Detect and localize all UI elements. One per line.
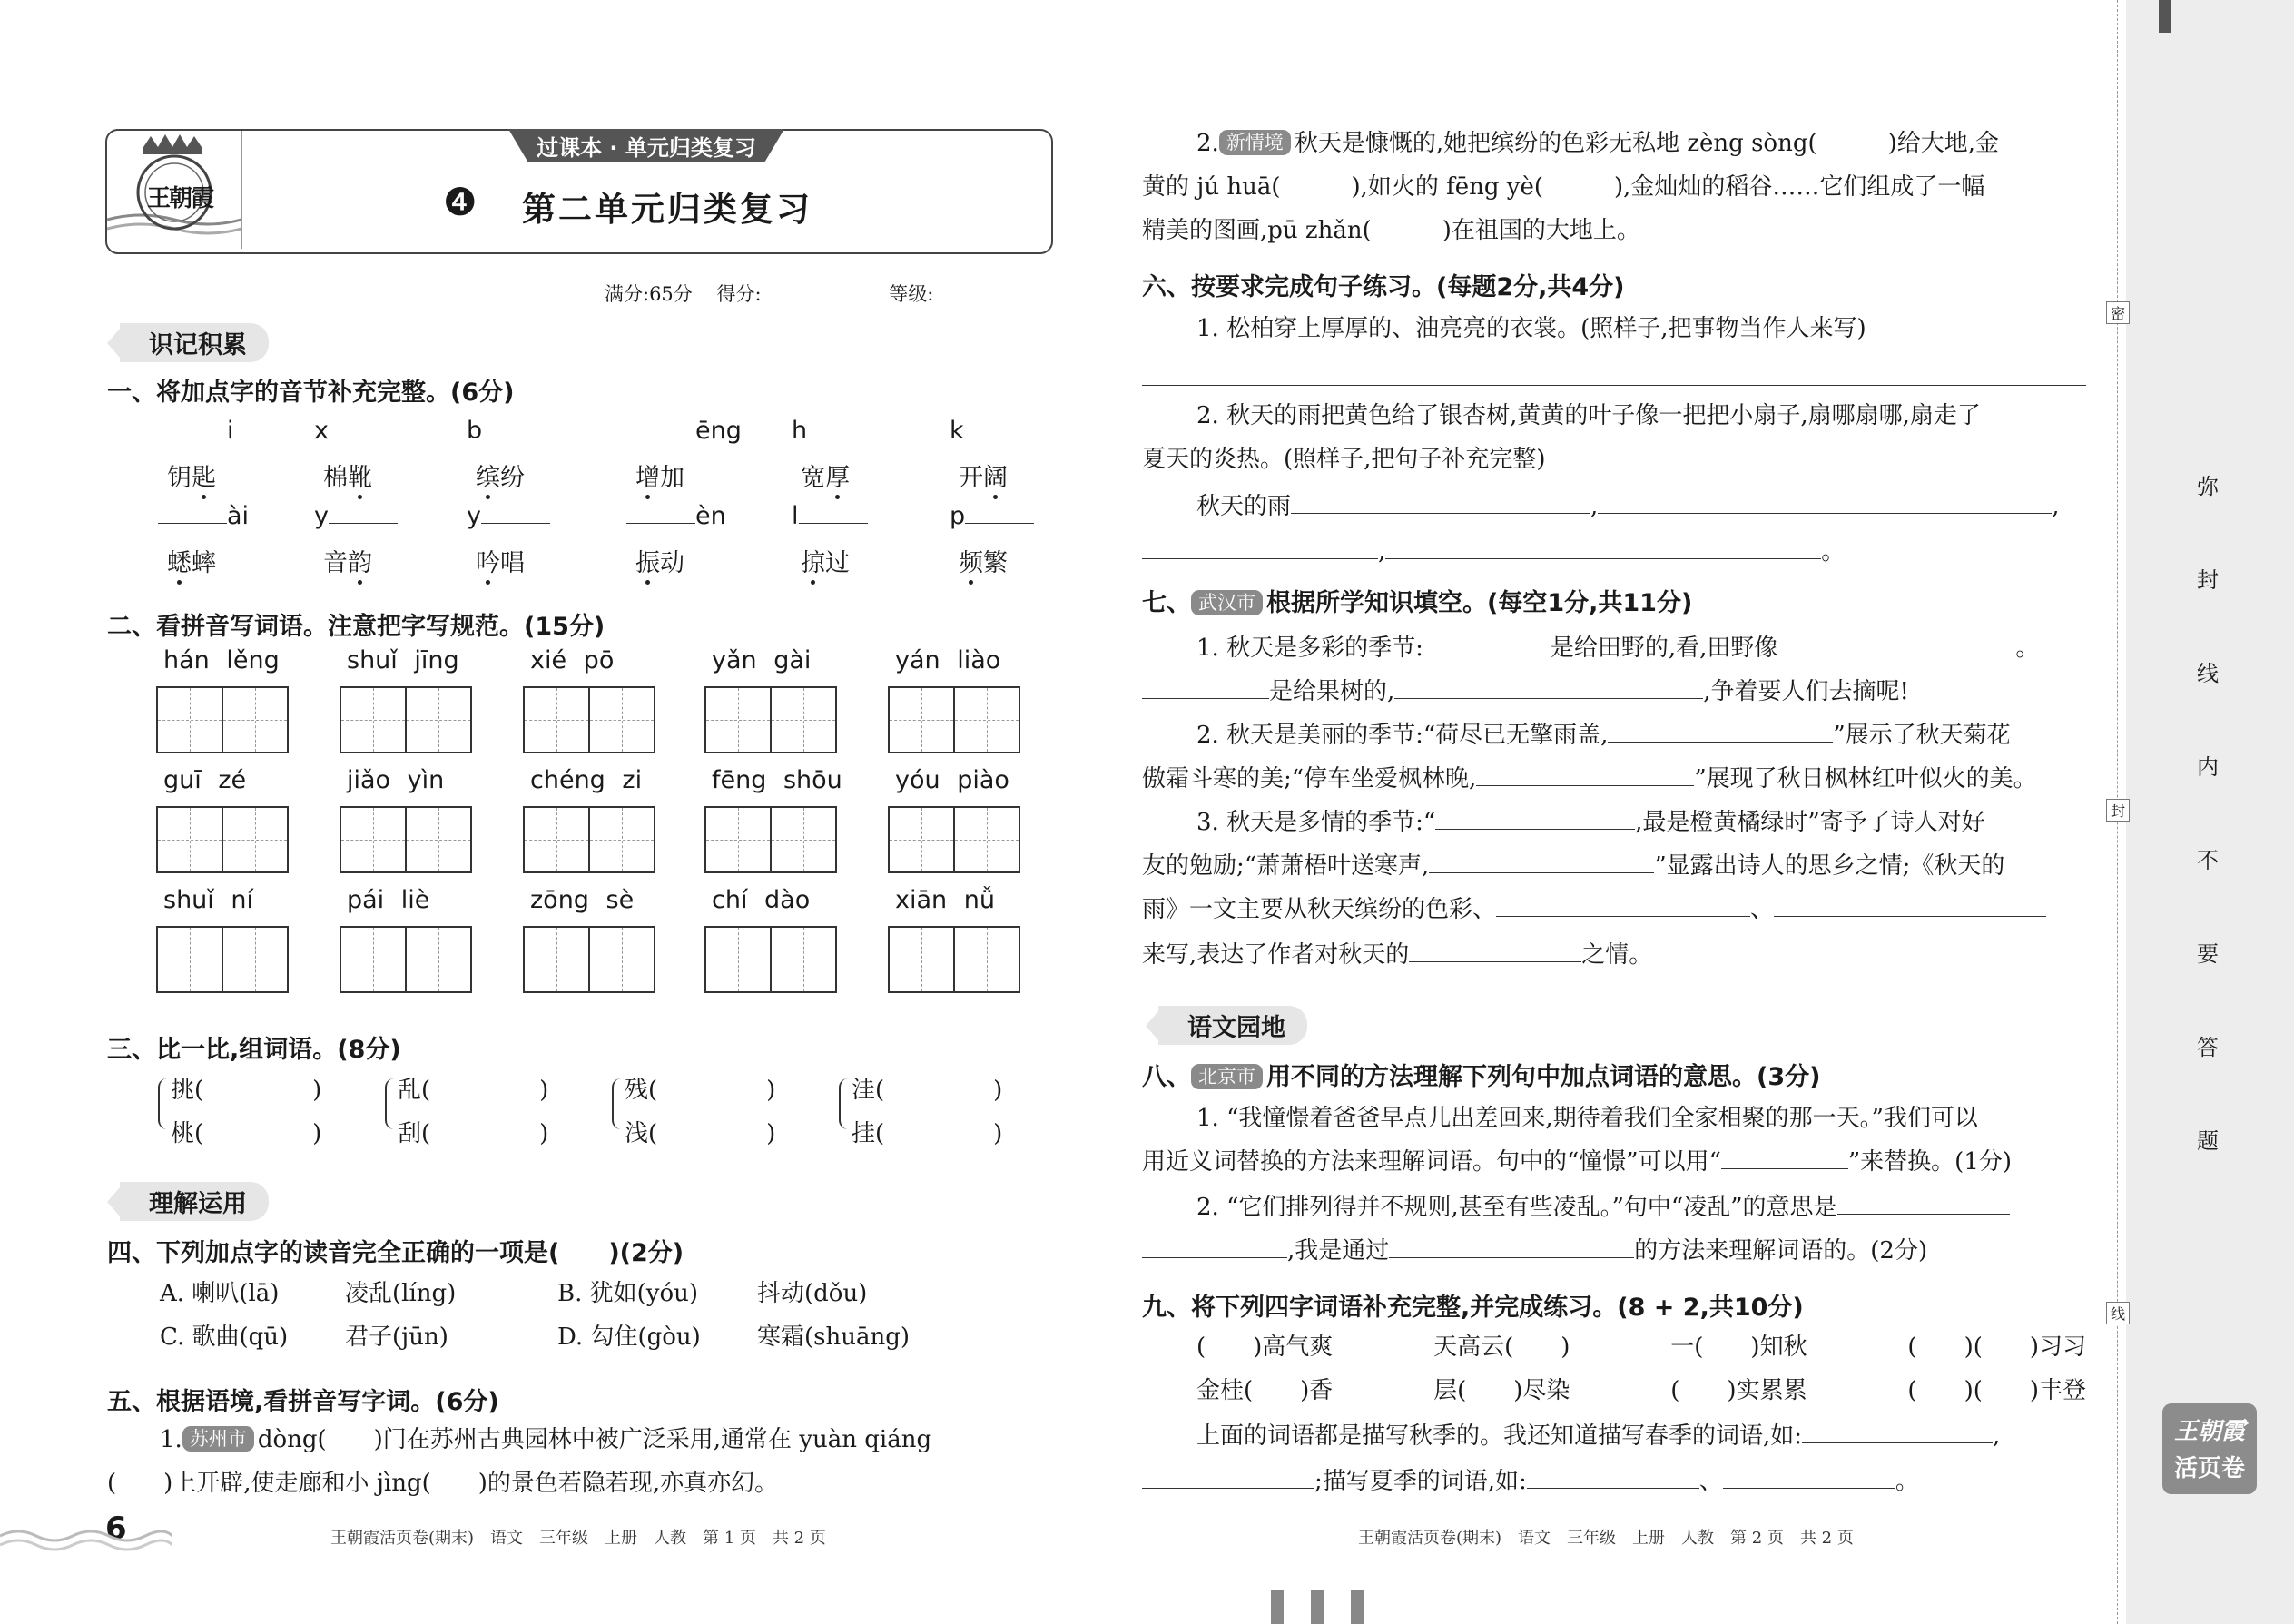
q2-grid-cell[interactable] [523, 806, 590, 873]
q2-grid-cell[interactable] [222, 926, 289, 993]
q2-pinyin: chí dào [712, 886, 811, 914]
q2-grid-cell[interactable] [770, 806, 837, 873]
q1-dotted-char: 蟋 [167, 549, 192, 577]
q3-item: 刮( ) [398, 1120, 549, 1147]
q1-dotted-char: 吟 [476, 549, 500, 577]
q7-line7 [1142, 891, 2046, 928]
q1-word: 振动 [635, 549, 684, 577]
q8-title-text: 用不同的方法理解下列句中加点词语的意思。(3分) [1266, 1063, 1821, 1091]
q5-p2-text1: 秋天是慷慨的,她把缤纷的色彩无私地 zèng sòng( )给大地,金 [1294, 130, 2000, 157]
q1-blank[interactable] [965, 501, 1034, 524]
q2-pinyin: xié pō [530, 646, 615, 674]
q5-p2-line1 [1196, 125, 1999, 162]
q8-line3 [1196, 1189, 2010, 1225]
q7-blank-9[interactable] [1496, 892, 1750, 917]
q1-dotted-char: 振 [635, 549, 660, 577]
q7-blank-7[interactable] [1435, 805, 1635, 830]
q5-p1-line1 [160, 1422, 931, 1458]
q1-pinyin-item [158, 416, 234, 445]
q7-line1 [1196, 630, 2039, 666]
q9-idiom: ( )( )习习 [1907, 1334, 2086, 1361]
q1-blank[interactable] [626, 416, 695, 438]
q2-writing-grid[interactable] [341, 686, 472, 753]
q9-l4b: 、 [1698, 1468, 1723, 1495]
q1-word: 开阔 [959, 464, 1008, 492]
q1-final: ài [227, 502, 250, 530]
q1-blank[interactable] [799, 501, 868, 524]
q6-title: 六、按要求完成句子练习。(每题2分,共4分) [1142, 273, 1625, 301]
q1-dotted-char: 韵 [348, 549, 372, 577]
q7-l4a: 傲霜斗寒的美;“停车坐爱枫林晚, [1142, 765, 1477, 792]
q6-period: 。 [1821, 538, 1846, 566]
q2-grid-cell[interactable] [953, 926, 1020, 993]
q1-word: 棉靴 [323, 464, 372, 492]
seal-mark-3: 线 [2106, 1302, 2130, 1324]
side-warning-char: 弥 [2197, 474, 2219, 499]
q1-pinyin-item [626, 501, 726, 530]
q9-title: 九、将下列四字词语补充完整,并完成练习。(8 + 2,共10分) [1142, 1294, 1804, 1322]
q2-grid-cell[interactable] [523, 926, 590, 993]
footer-right: 王朝霞活页卷(期末) 语文 三年级 上册 人教 第 2 页 共 2 页 [1358, 1529, 1854, 1548]
q2-writing-grid[interactable] [706, 806, 837, 873]
q8-blank-2[interactable] [1837, 1190, 2010, 1215]
q9-blank-2[interactable] [1142, 1464, 1314, 1489]
q1-blank[interactable] [964, 416, 1033, 438]
q1-pinyin-item [950, 416, 1033, 445]
q1-initial: h [792, 417, 808, 445]
q1-dotted-char: 阔 [983, 464, 1008, 492]
top-tab [2159, 0, 2171, 33]
q3-title: 三、比一比,组词语。(8分) [107, 1036, 401, 1064]
q2-grid-cell[interactable] [953, 806, 1020, 873]
q6-blank-3[interactable] [1142, 535, 1378, 559]
q1-pinyin-item [467, 501, 550, 530]
q2-grid [158, 646, 1066, 1000]
q2-writing-grid[interactable] [525, 686, 655, 753]
q1-pinyin-item [950, 501, 1034, 530]
q8-l2a: 用近义词替换的方法来理解词语。句中的“憧憬”可以用“ [1142, 1148, 1721, 1176]
q1-word: 吟唱 [476, 549, 525, 577]
q9-period: 。 [1895, 1468, 1919, 1495]
q5-p1-text1: dòng( )门在苏州古典园林中被广泛采用,通常在 yuàn qiáng [257, 1426, 932, 1453]
q2-grid-cell[interactable] [340, 686, 407, 753]
q7-blank-11[interactable] [1409, 938, 1581, 962]
region-tag-beijing: 北京市 [1191, 1064, 1263, 1089]
q1-blank[interactable] [158, 501, 227, 524]
q7-blank-3[interactable] [1142, 674, 1269, 699]
q2-writing-grid[interactable] [158, 926, 289, 993]
side-logo-line1: 王朝霞 [2173, 1418, 2245, 1445]
q7-l7b: 、 [1750, 896, 1775, 923]
q8-l3a: 2. “它们排列得并不规则,甚至有些凌乱。”句中“凌乱”的意思是 [1196, 1194, 1837, 1221]
region-tag-wuhan: 武汉市 [1191, 590, 1263, 615]
q7-title-text: 根据所学知识填空。(每空1分,共11分) [1266, 589, 1693, 617]
q3-item: 桃( ) [171, 1120, 322, 1147]
q8-line2 [1142, 1144, 2012, 1180]
side-warning-char: 题 [2197, 1128, 2219, 1154]
q1-dotted-char: 匙 [192, 464, 216, 492]
q3-item: 洼( ) [852, 1077, 1003, 1104]
q4-d-word2: 寒霜(shuāng) [757, 1324, 911, 1351]
q5-p2-num: 2. [1196, 130, 1219, 157]
q7-l4b: ”展现了秋日枫林红叶似火的美。 [1694, 765, 2037, 792]
q2-writing-grid[interactable] [706, 686, 837, 753]
q7-line8 [1142, 937, 1652, 973]
q7-l8a: 来写,表达了作者对秋天的 [1142, 941, 1410, 969]
q8-title [1142, 1057, 1820, 1092]
q7-l6b: ”显露出诗人的思乡之情;《秋天的 [1654, 852, 2005, 880]
section-pill-memory: 识记积累 [120, 323, 269, 362]
q1-word: 掠过 [801, 549, 850, 577]
q9-blank-1[interactable] [1802, 1419, 1993, 1443]
q2-writing-grid[interactable] [525, 806, 655, 873]
q2-grid-cell[interactable] [405, 806, 472, 873]
q1-word: 宽厚 [801, 464, 850, 492]
q8-blank-1[interactable] [1721, 1145, 1848, 1169]
q1-blank[interactable] [329, 416, 398, 438]
q7-line6 [1142, 848, 2004, 884]
q6-s2-prefix: 秋天的雨 [1196, 493, 1292, 520]
q9-blank-3[interactable] [1527, 1464, 1699, 1489]
q2-grid-cell[interactable] [704, 926, 772, 993]
q9-idiom: ( )高气爽 [1196, 1334, 1334, 1361]
q2-grid-cell[interactable] [704, 806, 772, 873]
q6-blank-4[interactable] [1385, 535, 1821, 559]
side-warning-char: 要 [2197, 941, 2219, 967]
q1-initial: y [467, 502, 481, 530]
q2-writing-grid[interactable] [890, 926, 1020, 993]
q1-final: i [227, 417, 234, 445]
q5-p1-line2: ( )上开辟,使走廊和小 jìng( )的景色若隐若现,亦真亦幻。 [107, 1470, 779, 1497]
page-title: 第二单元归类复习 [522, 190, 812, 229]
q2-grid-cell[interactable] [888, 926, 955, 993]
logo [107, 131, 242, 249]
tag-new-context: 新情境 [1219, 130, 1291, 155]
side-warning-char: 线 [2197, 661, 2219, 686]
seal-mark-1: 密 [2106, 301, 2130, 324]
q9-blank-4[interactable] [1723, 1464, 1895, 1489]
q3-item: 挑( ) [171, 1077, 322, 1104]
q1-pinyin-item [314, 416, 398, 445]
q8-l4a: ,我是通过 [1287, 1237, 1390, 1265]
q7-l5b: ,最是橙黄橘绿时”寄予了诗人对好 [1635, 809, 1985, 836]
q6-s1: 1. 松柏穿上厚厚的、油亮亮的衣裳。(照样子,把事物当作人来写) [1196, 315, 1866, 342]
footer-left: 王朝霞活页卷(期末) 语文 三年级 上册 人教 第 1 页 共 2 页 [330, 1529, 826, 1548]
q2-grid-cell[interactable] [770, 926, 837, 993]
q2-grid-cell[interactable] [704, 686, 772, 753]
q4-a-label: A. 喇叭(lā) [160, 1280, 280, 1307]
q1-pinyin-item [314, 501, 398, 530]
q1-initial: l [792, 502, 799, 530]
q1-word: 钥匙 [167, 464, 216, 492]
q4-c-word2: 君子(jūn) [345, 1324, 448, 1351]
q1-dotted-char: 缤 [476, 464, 500, 492]
q1-dotted-char: 增 [635, 464, 660, 492]
q2-grid-cell[interactable] [770, 686, 837, 753]
q8-l4b: 的方法来理解词语的。(2分) [1634, 1237, 1928, 1265]
seal-mark-2: 封 [2106, 799, 2130, 822]
q2-grid-cell[interactable] [888, 686, 955, 753]
q2-grid-cell[interactable] [156, 686, 223, 753]
q5-p1-num: 1. [160, 1426, 182, 1453]
q9-l3: 上面的词语都是描写秋季的。我还知道描写春季的词语,如: [1196, 1422, 1803, 1450]
q1-initial: b [467, 417, 483, 445]
q7-blank-2[interactable] [1777, 631, 2015, 655]
q7-period-1: 。 [2015, 635, 2040, 662]
q2-pinyin: shuǐ ní [163, 886, 253, 914]
q9-l4a: ;描写夏季的词语,如: [1314, 1468, 1527, 1495]
q2-grid-cell[interactable] [405, 686, 472, 753]
q2-grid-cell[interactable] [953, 686, 1020, 753]
q2-title: 二、看拼音写词语。注意把字写规范。(15分) [107, 613, 605, 641]
q6-comma-2: , [2052, 493, 2060, 520]
q2-pinyin: yán liào [895, 646, 1001, 674]
q2-grid-cell[interactable] [888, 806, 955, 873]
side-logo [2162, 1403, 2257, 1494]
q3-brace [839, 1078, 850, 1129]
q2-grid-cell[interactable] [405, 926, 472, 993]
q8-blank-4[interactable] [1389, 1234, 1634, 1258]
q7-l3a: 2. 秋天是美丽的季节:“荷尽已无擎雨盖, [1196, 722, 1609, 749]
q2-writing-grid[interactable] [525, 926, 655, 993]
q7-line5 [1196, 804, 1985, 841]
q1-blank[interactable] [482, 416, 551, 438]
q7-l6a: 友的勉励;“萧萧梧叶送寒声, [1142, 852, 1430, 880]
full-score: 满分:65分 [605, 283, 693, 305]
q2-pinyin: hán lěng [163, 646, 280, 674]
q1-word: 频繁 [959, 549, 1008, 577]
q5-p2-line2: 黄的 jú huā( ),如火的 fēng yè( ),金灿灿的稻谷……它们组成了一幅 [1142, 173, 1985, 201]
q6-s2-line1: 2. 秋天的雨把黄色给了银杏树,黄黄的叶子像一把把小扇子,扇哪扇哪,扇走了 [1196, 402, 1981, 429]
q9-line3 [1196, 1418, 2000, 1454]
q1-pinyin-item [792, 416, 876, 445]
q1-initial: x [314, 417, 329, 445]
q9-comma: , [1993, 1422, 2001, 1450]
side-strip [2126, 0, 2294, 1624]
side-warning-char: 封 [2197, 567, 2219, 593]
side-warning-char: 答 [2197, 1035, 2219, 1060]
q2-grid-cell[interactable] [156, 926, 223, 993]
q2-grid-cell[interactable] [340, 806, 407, 873]
q2-grid-cell[interactable] [588, 686, 655, 753]
q2-grid-cell[interactable] [340, 926, 407, 993]
q2-pinyin: shuǐ jīng [347, 646, 459, 674]
q2-pinyin: pái liè [347, 886, 430, 914]
q4-b-word2: 抖动(dǒu) [757, 1280, 868, 1307]
q5-p2-line3: 精美的图画,pū zhǎn( )在祖国的大地上。 [1142, 217, 1640, 244]
q7-l3b: ”展示了秋天菊花 [1833, 722, 2011, 749]
q1-word: 增加 [635, 464, 684, 492]
q8-line4 [1142, 1233, 1927, 1269]
q7-l5a: 3. 秋天是多情的季节:“ [1196, 809, 1436, 836]
q8-num: 八、 [1142, 1063, 1191, 1091]
q1-pinyin-item [792, 501, 868, 530]
q7-blank-4[interactable] [1394, 674, 1703, 699]
q3-item: 浅( ) [625, 1120, 776, 1147]
q1-blank[interactable] [329, 501, 398, 524]
q1-initial: y [314, 502, 329, 530]
q7-blank-1[interactable] [1423, 631, 1551, 655]
q4-title: 四、下列加点字的读音完全正确的一项是( )(2分) [107, 1239, 684, 1267]
side-warning-char: 内 [2197, 754, 2219, 780]
q1-grid [158, 416, 1066, 588]
q1-dotted-char: 频 [959, 549, 983, 577]
q5-title: 五、根据语境,看拼音写字词。(6分) [107, 1388, 499, 1416]
q4-a-word2: 凌乱(líng) [345, 1280, 457, 1307]
q7-l2b: 是给果树的, [1269, 678, 1395, 705]
q1-word: 蟋蟀 [167, 549, 216, 577]
q7-line3 [1196, 717, 2011, 753]
section-pill-apply: 理解运用 [120, 1182, 269, 1221]
q6-s2-line2: 夏天的炎热。(照样子,把句子补充完整) [1142, 446, 1546, 473]
q9-idiom: ( )实累累 [1670, 1377, 1807, 1404]
q7-blank-5[interactable] [1608, 718, 1833, 743]
q6-comma-1: , [1590, 493, 1599, 520]
q1-final: ēng [695, 417, 742, 445]
q6-s2-line4 [1142, 534, 1845, 570]
grade-field[interactable] [933, 280, 1033, 300]
q6-blank-2[interactable] [1598, 489, 2052, 514]
q7-l8b: 之情。 [1581, 941, 1653, 969]
q1-blank[interactable] [481, 501, 550, 524]
q3-item: 乱( ) [398, 1077, 549, 1104]
q2-pinyin: chéng zi [530, 766, 643, 794]
q2-grid-cell[interactable] [523, 686, 590, 753]
q4-option-c[interactable]: C. 歌曲(qū) [160, 1324, 289, 1351]
q9-idiom: 金桂( )香 [1196, 1377, 1334, 1404]
q1-pinyin-item [626, 416, 742, 445]
q7-line4 [1142, 761, 2037, 797]
side-logo-line2: 活页卷 [2173, 1455, 2245, 1482]
q4-option-b[interactable]: B. 犹如(yóu) [557, 1280, 699, 1307]
q6-blank-1[interactable] [1291, 489, 1590, 514]
q7-blank-6[interactable] [1476, 762, 1694, 786]
q1-word: 音韵 [323, 549, 372, 577]
q7-blank-8[interactable] [1429, 849, 1654, 873]
q1-dotted-char: 靴 [348, 464, 372, 492]
q7-num: 七、 [1142, 589, 1191, 617]
q2-writing-grid[interactable] [158, 686, 289, 753]
q2-grid-cell[interactable] [588, 926, 655, 993]
q3-item: 挂( ) [852, 1120, 1003, 1147]
q2-writing-grid[interactable] [890, 806, 1020, 873]
q1-initial: p [950, 502, 966, 530]
q2-writing-grid[interactable] [158, 806, 289, 873]
q1-pinyin-item [467, 416, 551, 445]
q4-option-a[interactable] [160, 1275, 279, 1308]
q2-writing-grid[interactable] [341, 806, 472, 873]
section-pill-garden: 语文园地 [1158, 1006, 1307, 1045]
q8-blank-3[interactable] [1142, 1234, 1287, 1258]
q2-pinyin: zōng sè [530, 886, 635, 914]
q2-writing-grid[interactable] [341, 926, 472, 993]
q2-grid-cell[interactable] [588, 806, 655, 873]
q1-word: 缤纷 [476, 464, 525, 492]
page-number: 6 [105, 1511, 127, 1547]
q6-s1-answer-line[interactable] [1142, 385, 2086, 386]
q7-l1b: 是给田野的,看,田野像 [1550, 635, 1778, 662]
q4-option-d[interactable]: D. 勾住(gòu) [557, 1324, 701, 1351]
q1-title: 一、将加点字的音节补充完整。(6分) [107, 379, 515, 407]
score-label: 得分: [716, 283, 762, 305]
q2-pinyin: fēng shōu [712, 766, 842, 794]
q8-line1: 1. “我憧憬着爸爸早点儿出差回来,期待着我们全家相聚的那一天。”我们可以 [1196, 1105, 1978, 1132]
q1-final: èn [695, 502, 726, 530]
q6-s2-line3 [1196, 488, 2060, 525]
q9-row1 [1196, 1329, 2086, 1365]
q7-blank-10[interactable] [1774, 892, 2046, 917]
q7-l2c: ,争着要人们去摘呢! [1703, 678, 1909, 705]
side-warning-char: 不 [2197, 848, 2219, 873]
header-banner-text: 过课本 · 单元归类复习 [537, 135, 756, 161]
q1-dotted-char: 厚 [825, 464, 850, 492]
q2-pinyin: guī zé [163, 766, 247, 794]
q1-pinyin-item [158, 501, 249, 530]
q2-pinyin: xiān nǚ [895, 886, 995, 914]
q9-idiom: 天高云( ) [1433, 1334, 1570, 1361]
q2-writing-grid[interactable] [890, 686, 1020, 753]
q1-initial: k [950, 417, 964, 445]
q2-grid-cell[interactable] [222, 806, 289, 873]
q3-pairs [158, 1071, 1066, 1162]
q3-brace [385, 1078, 396, 1129]
q1-blank[interactable] [158, 416, 227, 438]
q9-line4 [1142, 1463, 1919, 1500]
q9-idiom: 一( )知秋 [1670, 1334, 1807, 1361]
q9-idiom: 层( )尽染 [1433, 1377, 1570, 1404]
q7-l1a: 1. 秋天是多彩的季节: [1196, 635, 1423, 662]
region-tag-suzhou: 苏州市 [182, 1426, 254, 1452]
q9-row2 [1196, 1373, 2086, 1409]
q1-blank[interactable] [626, 501, 695, 524]
q7-l7a: 雨》一文主要从秋天缤纷的色彩、 [1142, 896, 1497, 923]
q7-line2 [1142, 674, 1909, 710]
q3-item: 残( ) [625, 1077, 776, 1104]
score-line [605, 280, 1033, 307]
q2-grid-cell[interactable] [222, 686, 289, 753]
q3-brace [158, 1078, 169, 1129]
score-field[interactable] [762, 280, 861, 300]
q2-pinyin: yóu piào [895, 766, 1009, 794]
q2-pinyin: yǎn gài [712, 646, 812, 674]
q9-idiom: ( )( )丰登 [1907, 1377, 2086, 1404]
title-number: ❹ [443, 180, 478, 224]
logo-text: 王朝霞 [147, 185, 213, 212]
q3-brace [612, 1078, 623, 1129]
q6-comma-3: , [1378, 538, 1386, 566]
q1-dotted-char: 掠 [801, 549, 825, 577]
q2-writing-grid[interactable] [706, 926, 837, 993]
grade-label: 等级: [889, 283, 934, 305]
q1-blank[interactable] [807, 416, 876, 438]
q8-l2b: ”来替换。(1分) [1847, 1148, 2013, 1176]
q2-grid-cell[interactable] [156, 806, 223, 873]
q2-pinyin: jiǎo yìn [347, 766, 445, 794]
q7-title [1142, 583, 1692, 618]
footer-waves [0, 1520, 172, 1556]
